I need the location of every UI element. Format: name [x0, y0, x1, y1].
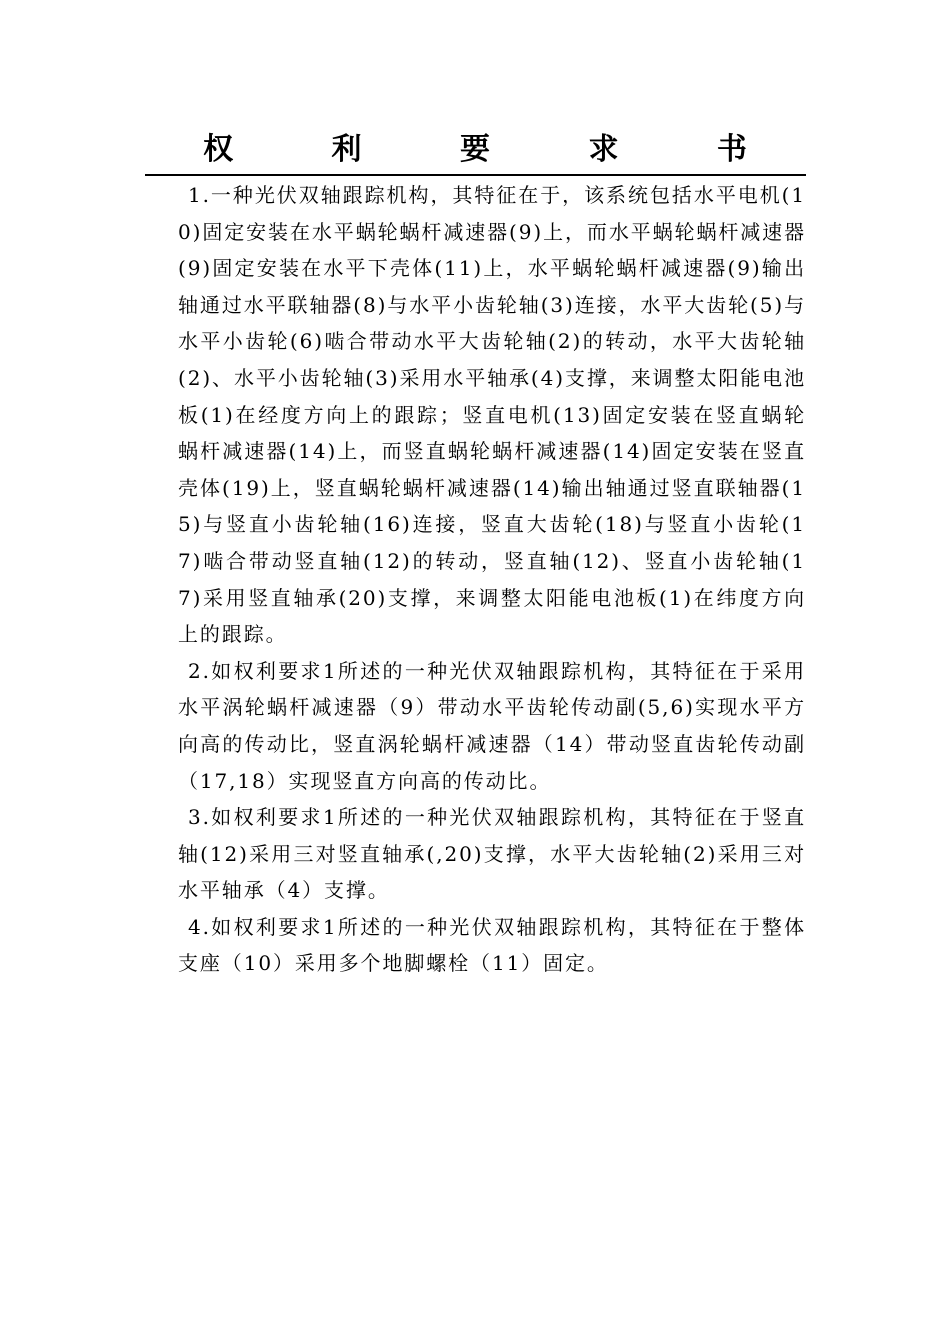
claims-list [178, 177, 806, 982]
claim-3: 3.如权利要求1所述的一种光伏双轴跟踪机构，其特征在于竖直轴(12)采用三对竖直轴承(,20)支撑，水平大齿轮轴(2)采用三对水平轴承（4）支撑。 [178, 805, 806, 903]
title-divider [145, 174, 806, 176]
page-title: 权 利 要 求 书 [203, 132, 791, 167]
claim-1: 1.一种光伏双轴跟踪机构，其特征在于，该系统包括水平电机(10)固定安装在水平蜗轮蜗杆减速器(9)上，而水平蜗轮蜗杆减速器(9)固定安装在水平下壳体(11)上，水平蜗轮蜗杆减速器(9)输出轴通过水平联轴器(8)与水平小齿轮轴(3)连接，水平大齿轮(5)与水平小齿轮(6)啮合带动水平大齿轮轴(2)的转动，水平大齿轮轴(2)、水平小齿轮轴(3)采用水平轴承(4)支撑，来调整太阳能电池板(1)在经度方向上的跟踪；竖直电机(13)固定安装在竖直蜗轮蜗杆减速器(14)上，而竖直蜗轮蜗杆减速器(14)固定安装在竖直壳体(19)上，竖直蜗轮蜗杆减速器(14)输出轴通过竖直联轴器(15)与竖直小齿轮轴(16)连接，竖直大齿轮(18)与竖直小齿轮(17)啮合带动竖直轴(12)的转动，竖直轴(12)、竖直小齿轮轴(17)采用竖直轴承(20)支撑，来调整太阳能电池板(1)在纬度方向上的跟踪。 [178, 183, 806, 647]
claim-4: 4.如权利要求1所述的一种光伏双轴跟踪机构，其特征在于整体支座（10）采用多个地脚螺栓（11）固定。 [178, 914, 806, 976]
claim-2: 2.如权利要求1所述的一种光伏双轴跟踪机构，其特征在于采用水平涡轮蜗杆减速器（9）带动水平齿轮传动副(5,6)实现水平方向高的传动比，竖直涡轮蜗杆减速器（14）带动竖直齿轮传动副（17,18）实现竖直方向高的传动比。 [178, 658, 806, 793]
